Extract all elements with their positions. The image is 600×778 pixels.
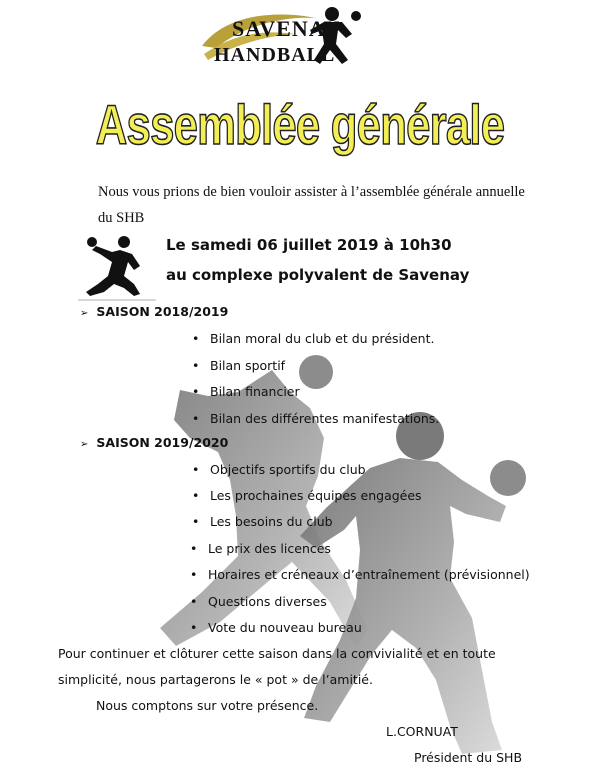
closing-line-3: Nous comptons sur votre présence.	[96, 698, 319, 713]
list-item: • Bilan des différentes manifestations.	[210, 411, 439, 426]
list-item: • Les besoins du club	[210, 514, 333, 529]
season-2019-title: SAISON 2019/2020	[96, 435, 229, 450]
season-2019-heading	[80, 435, 228, 450]
list-item: • Vote du nouveau bureau	[208, 620, 362, 635]
logo-line-savenay: SAVENAY	[232, 16, 341, 41]
signature-name: L.CORNUAT	[386, 724, 458, 739]
event-date: Le samedi 06 juillet 2019 à 10h30	[166, 236, 452, 254]
list-item: • Bilan financier	[210, 384, 300, 399]
closing-line-2: simplicité, nous partagerons le « pot » de l’amitié.	[58, 672, 373, 687]
list-item: • Questions diverses	[208, 594, 327, 609]
event-place: au complexe polyvalent de Savenay	[166, 266, 470, 284]
jumping-player-icon	[76, 232, 160, 302]
logo-line-handball: HANDBALL	[214, 44, 336, 66]
season-2018-heading	[80, 304, 228, 319]
intro-line-1: Nous vous prions de bien vouloir assister à l’assemblée générale annuelle	[98, 184, 525, 200]
page-title: Assemblée générale	[95, 93, 505, 156]
list-item: • Bilan moral du club et du président.	[210, 331, 434, 346]
list-item: • Les prochaines équipes engagées	[210, 488, 422, 503]
arrow-bullet-icon: ➢	[80, 439, 89, 450]
list-item: • Bilan sportif	[210, 358, 285, 373]
list-item: • Horaires et créneaux d’entraînement (prévisionnel)	[208, 567, 530, 582]
season-2018-title: SAISON 2018/2019	[96, 304, 229, 319]
list-item: • Le prix des licences	[208, 541, 331, 556]
intro-line-2: du SHB	[98, 210, 145, 226]
arrow-bullet-icon: ➢	[80, 308, 89, 319]
closing-line-1: Pour continuer et clôturer cette saison dans la convivialité et en toute	[58, 646, 496, 661]
signature-role: Président du SHB	[414, 750, 523, 765]
list-item: • Objectifs sportifs du club	[210, 462, 366, 477]
